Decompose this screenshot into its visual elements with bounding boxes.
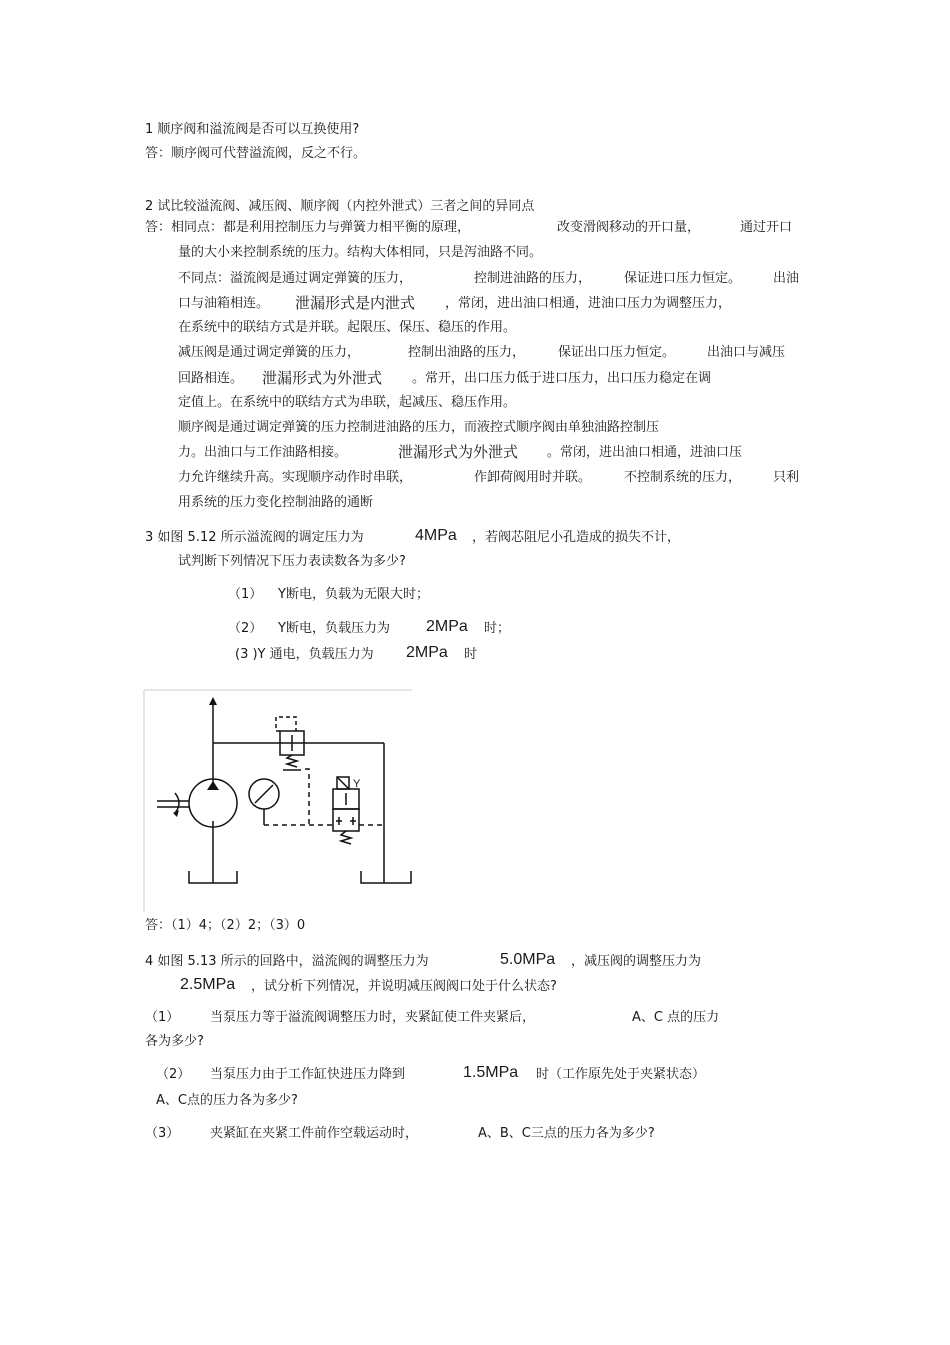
hydraulic-circuit-figure bbox=[143, 689, 413, 913]
q2-reducing-line1b: 控制出油路的压力， bbox=[408, 345, 526, 360]
q3-case3-tail: 时 bbox=[464, 647, 478, 662]
q2-sequence-line1: 顺序阀是通过调定弹簧的压力控制进油路的压力，而液控式顺序阀由单独油路控制压 bbox=[178, 420, 660, 435]
q2-reducing-line2a: 回路相连。 bbox=[178, 371, 244, 386]
q2-reducing-line1a: 减压阀是通过调定弹簧的压力， bbox=[178, 345, 361, 360]
q4-case3-num: （3） bbox=[145, 1126, 180, 1141]
q4-case1-points: A、C 点的压力 bbox=[632, 1010, 720, 1025]
q2-sequence-line2b: 泄漏形式为外泄式 bbox=[398, 443, 519, 461]
q3-case3-text: (3 )Y 通电，负载压力为 bbox=[235, 647, 374, 662]
q4-case2-value: 1.5MPa bbox=[463, 1064, 519, 1081]
q2-sequence-line3b: 作卸荷阀用时并联。 bbox=[474, 470, 592, 485]
q4-line1a: 4 如图 5.13 所示的回路中，溢流阀的调整压力为 bbox=[145, 954, 429, 969]
q2-same-line2: 量的大小来控制系统的压力。结构大体相同，只是泻油路不同。 bbox=[178, 245, 543, 260]
q3-case1-text: Y断电，负载为无限大时； bbox=[278, 587, 429, 602]
q4-case2-text: 当泵压力由于工作缸快进压力降到 bbox=[210, 1067, 406, 1082]
q2-reducing-line1c: 保证出口压力恒定。 bbox=[558, 345, 676, 360]
q2-same-line1c: 通过开口 bbox=[740, 220, 793, 235]
q2-diff-line3: 在系统中的联结方式是并联。起限压、保压、稳压的作用。 bbox=[178, 320, 517, 335]
q3-case2-text: Y断电，负载压力为 bbox=[278, 621, 390, 636]
q2-sequence-line3a: 力允许继续升高。实现顺序动作时串联， bbox=[178, 470, 413, 485]
q4-line1b: 5.0MPa bbox=[500, 951, 556, 968]
q3-case2-value: 2MPa bbox=[426, 618, 468, 635]
q2-diff-line1c: 保证进口压力恒定。 bbox=[624, 271, 742, 286]
q3-case2-num: （2） bbox=[228, 621, 263, 636]
q4-case1-text: 当泵压力等于溢流阀调整压力时，夹紧缸使工件夹紧后， bbox=[210, 1010, 536, 1025]
q4-case3-text: 夹紧缸在夹紧工件前作空载运动时， bbox=[210, 1126, 419, 1141]
q2-sequence-line2c: 。常闭，进出油口相通，进油口压 bbox=[547, 445, 743, 460]
q4-case2-num: （2） bbox=[156, 1067, 191, 1082]
q2-sequence-line3c: 不控制系统的压力， bbox=[624, 470, 742, 485]
q4-case1-tail: 各为多少? bbox=[145, 1034, 204, 1049]
q2-diff-line1d: 出油 bbox=[773, 271, 800, 286]
q2-reducing-line1d: 出油口与减压 bbox=[707, 345, 786, 360]
q4-case1-num: （1） bbox=[145, 1010, 180, 1025]
q3-line2: 试判断下列情况下压力表读数各为多少? bbox=[178, 554, 406, 569]
q4-line2a: 2.5MPa bbox=[180, 976, 236, 993]
q3-line1c: ，若阀芯阻尼小孔造成的损失不计， bbox=[472, 530, 681, 545]
q2-diff-line2a: 口与油箱相连。 bbox=[178, 296, 270, 311]
q2-diff-line2b: 泄漏形式是内泄式 bbox=[295, 294, 416, 312]
q2-reducing-line2b: 泄漏形式为外泄式 bbox=[262, 369, 383, 387]
q3-line1b: 4MPa bbox=[415, 527, 457, 544]
q2-diff-line2c: ，常闭，进出油口相通，进油口压力为调整压力， bbox=[445, 296, 732, 311]
q3-case3-value: 2MPa bbox=[406, 644, 448, 661]
q4-case2-note: 时（工作原先处于夹紧状态） bbox=[536, 1067, 706, 1082]
q4-line2b: ，试分析下列情况，并说明减压阀阀口处于什么状态? bbox=[251, 979, 557, 994]
q4-case3-points: A、B、C三点的压力各为多少? bbox=[478, 1126, 655, 1141]
q1-title: 1 顺序阀和溢流阀是否可以互换使用? bbox=[145, 122, 360, 137]
q2-diff-line1a: 不同点：溢流阀是通过调定弹簧的压力， bbox=[178, 271, 413, 286]
q2-reducing-line3: 定值上。在系统中的联结方式为串联，起减压、稳压作用。 bbox=[178, 395, 517, 410]
q2-sequence-line2a: 力。出油口与工作油路相接。 bbox=[178, 445, 348, 460]
q3-line1a: 3 如图 5.12 所示溢流阀的调定压力为 bbox=[145, 530, 364, 545]
q2-sequence-line4: 用系统的压力变化控制油路的通断 bbox=[178, 495, 374, 510]
q2-same-line1a: 答：相同点：都是利用控制压力与弹簧力相平衡的原理， bbox=[145, 220, 471, 235]
q1-answer: 答：顺序阀可代替溢流阀，反之不行。 bbox=[145, 146, 367, 161]
q4-line1c: ，减压阀的调整压力为 bbox=[571, 954, 702, 969]
q2-same-line1b: 改变滑阀移动的开口量， bbox=[557, 220, 701, 235]
q2-reducing-line2c: 。常开，出口压力低于进口压力，出口压力稳定在调 bbox=[412, 371, 712, 386]
q3-answer: 答：（1）4；（2）2；（3）0 bbox=[145, 918, 306, 933]
q2-sequence-line3d: 只利 bbox=[773, 470, 800, 485]
q2-title: 2 试比较溢流阀、减压阀、顺序阀（内控外泄式）三者之间的异同点 bbox=[145, 199, 535, 214]
solenoid-label: Y bbox=[353, 778, 361, 790]
q4-case2-tail: A、C点的压力各为多少? bbox=[156, 1093, 298, 1108]
q2-diff-line1b: 控制进油路的压力， bbox=[474, 271, 592, 286]
q3-case2-tail: 时； bbox=[484, 621, 511, 636]
q3-case1-num: （1） bbox=[228, 587, 263, 602]
